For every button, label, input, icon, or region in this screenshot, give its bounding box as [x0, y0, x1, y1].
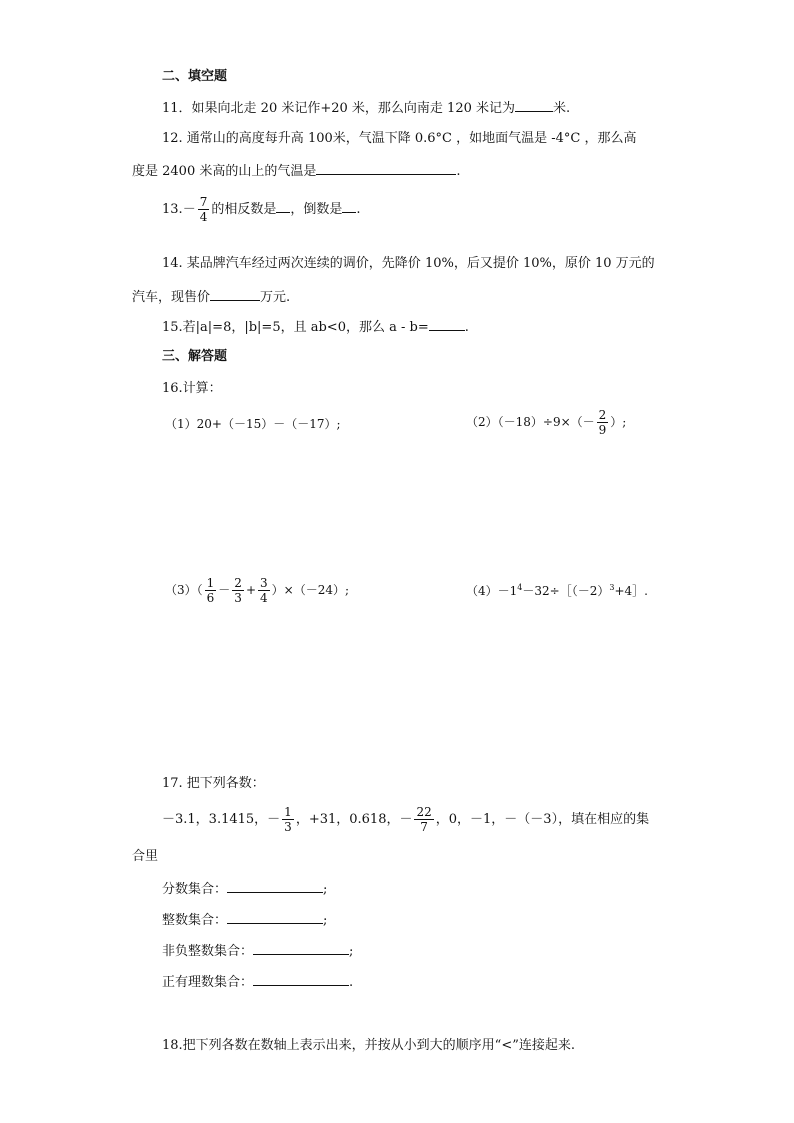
question-13-number: 13.	[162, 202, 183, 217]
part-4-suffix: +4］.	[614, 584, 648, 598]
integer-set-blank[interactable]	[227, 910, 323, 924]
part-4-middle: －32÷［（－2）	[522, 584, 610, 598]
fraction-denominator: 6	[206, 591, 215, 605]
fraction-numerator: 2	[234, 576, 242, 590]
question-17-title: 17. 把下列各数：	[162, 776, 265, 791]
answer-blank-15[interactable]	[429, 317, 465, 331]
fraction-numerator: 1	[206, 576, 215, 590]
fraction-7-4	[198, 195, 210, 224]
fraction-denominator: 3	[234, 591, 242, 605]
answer-blank-14[interactable]	[210, 287, 260, 301]
question-17-numbers	[162, 801, 649, 839]
question-14-text: 汽车，现售价	[132, 290, 211, 305]
fraction-numerator: 22	[416, 805, 432, 819]
fraction-denominator: 3	[284, 820, 292, 834]
question-16-part-4	[466, 582, 648, 600]
fraction-numerator: 3	[260, 576, 268, 590]
question-18: 18.把下列各数在数轴上表示出来，并按从小到大的顺序用“<”连接起来.	[162, 1038, 575, 1053]
part-2-prefix: （2）（－18）÷9×（－	[466, 415, 595, 429]
integer-set-label: 整数集合：	[162, 913, 228, 928]
question-11-end: 米.	[553, 101, 571, 116]
fraction-2-3	[232, 576, 244, 605]
nonnegative-integer-set-blank[interactable]	[253, 941, 349, 955]
question-14-line1: 14. 某品牌汽车经过两次连续的调价，先降价 10%，后又提价 10%，原价 10 万元的	[162, 256, 655, 271]
question-11	[162, 98, 570, 118]
question-14-end: 万元.	[260, 290, 291, 305]
plus-sign: +	[245, 583, 256, 597]
period: .	[349, 975, 354, 990]
question-11-text: 11．如果向北走 20 米记作+20 米，那么向南走 120 米记为	[162, 101, 515, 116]
question-15	[162, 317, 469, 337]
numbers-part-b: ，+31，0.618，－	[295, 812, 413, 827]
fraction-numerator: 7	[199, 195, 208, 209]
fraction-denominator: 7	[420, 820, 428, 834]
fraction-denominator: 9	[598, 423, 607, 437]
question-13-text-b: ，倒数是	[290, 202, 343, 217]
positive-rational-set-blank[interactable]	[253, 972, 349, 986]
part-2-suffix: ）;	[610, 415, 627, 429]
nonnegative-integer-set-row	[162, 941, 353, 961]
positive-rational-set-row	[162, 972, 353, 992]
fraction-set-label: 分数集合：	[162, 882, 228, 897]
numbers-part-c: ，0，－1，－（－3），填在相应的集	[435, 812, 650, 827]
answer-blank-11[interactable]	[515, 98, 553, 112]
section-title-solve: 三、解答题	[162, 349, 228, 364]
positive-rational-set-label: 正有理数集合：	[162, 975, 254, 990]
question-12-text: 度是 2400 米高的山上的气温是	[132, 164, 317, 179]
semicolon: ;	[349, 944, 354, 959]
question-12-end: .	[456, 164, 461, 179]
question-16-part-3	[165, 573, 349, 607]
question-16-part-2	[466, 405, 626, 439]
answer-blank-13b[interactable]	[342, 199, 356, 213]
question-16-part-1: （1）20+（－15）－（－17）;	[165, 417, 341, 431]
answer-blank-13a[interactable]	[276, 199, 290, 213]
question-16-title: 16.计算：	[162, 381, 222, 396]
section-title-fill-blank: 二、填空题	[162, 69, 228, 84]
question-14-line2	[132, 287, 290, 307]
fraction-2-9	[597, 408, 609, 437]
question-13: 13.－ $\frac{7}{4}$ 的相反数是 ，倒数是 .	[162, 195, 361, 224]
numbers-part-a: －3.1，3.1415，－	[162, 812, 281, 827]
fraction-numerator: 2	[598, 408, 607, 422]
question-13-end: .	[356, 202, 361, 217]
fraction-3-4	[258, 576, 270, 605]
fraction-set-row	[162, 879, 327, 899]
question-15-end: .	[464, 320, 469, 335]
part-4-prefix: （4）－1	[466, 584, 518, 598]
semicolon: ;	[323, 882, 328, 897]
semicolon: ;	[323, 913, 328, 928]
fraction-denominator: 4	[199, 210, 208, 224]
fraction-1-6	[205, 576, 217, 605]
fraction-numerator: 1	[284, 805, 292, 819]
answer-blank-12[interactable]	[316, 161, 456, 175]
question-13-text-a: 的相反数是	[211, 202, 277, 217]
exponent: 4	[517, 583, 523, 592]
part-3-suffix: ）×（－24）;	[271, 583, 350, 597]
minus-sign: －	[218, 583, 231, 597]
integer-set-row	[162, 910, 327, 930]
part-3-prefix: （3）（	[165, 583, 203, 597]
question-15-text: 15.若|a|=8，|b|=5，且 ab<0，那么 a - b=	[162, 320, 429, 335]
exponent: 3	[609, 583, 615, 592]
fraction-22-7	[414, 805, 433, 834]
fraction-1-3	[282, 805, 294, 834]
fraction-set-blank[interactable]	[227, 879, 323, 893]
nonnegative-integer-set-label: 非负整数集合：	[162, 944, 254, 959]
question-12-line2	[132, 161, 461, 181]
question-17-continuation: 合里	[132, 849, 159, 864]
question-12-line1: 12. 通常山的高度每升高 100米，气温下降 0.6°C ，如地面气温是 -4°C ，那么高	[162, 131, 637, 146]
fraction-denominator: 4	[260, 591, 268, 605]
